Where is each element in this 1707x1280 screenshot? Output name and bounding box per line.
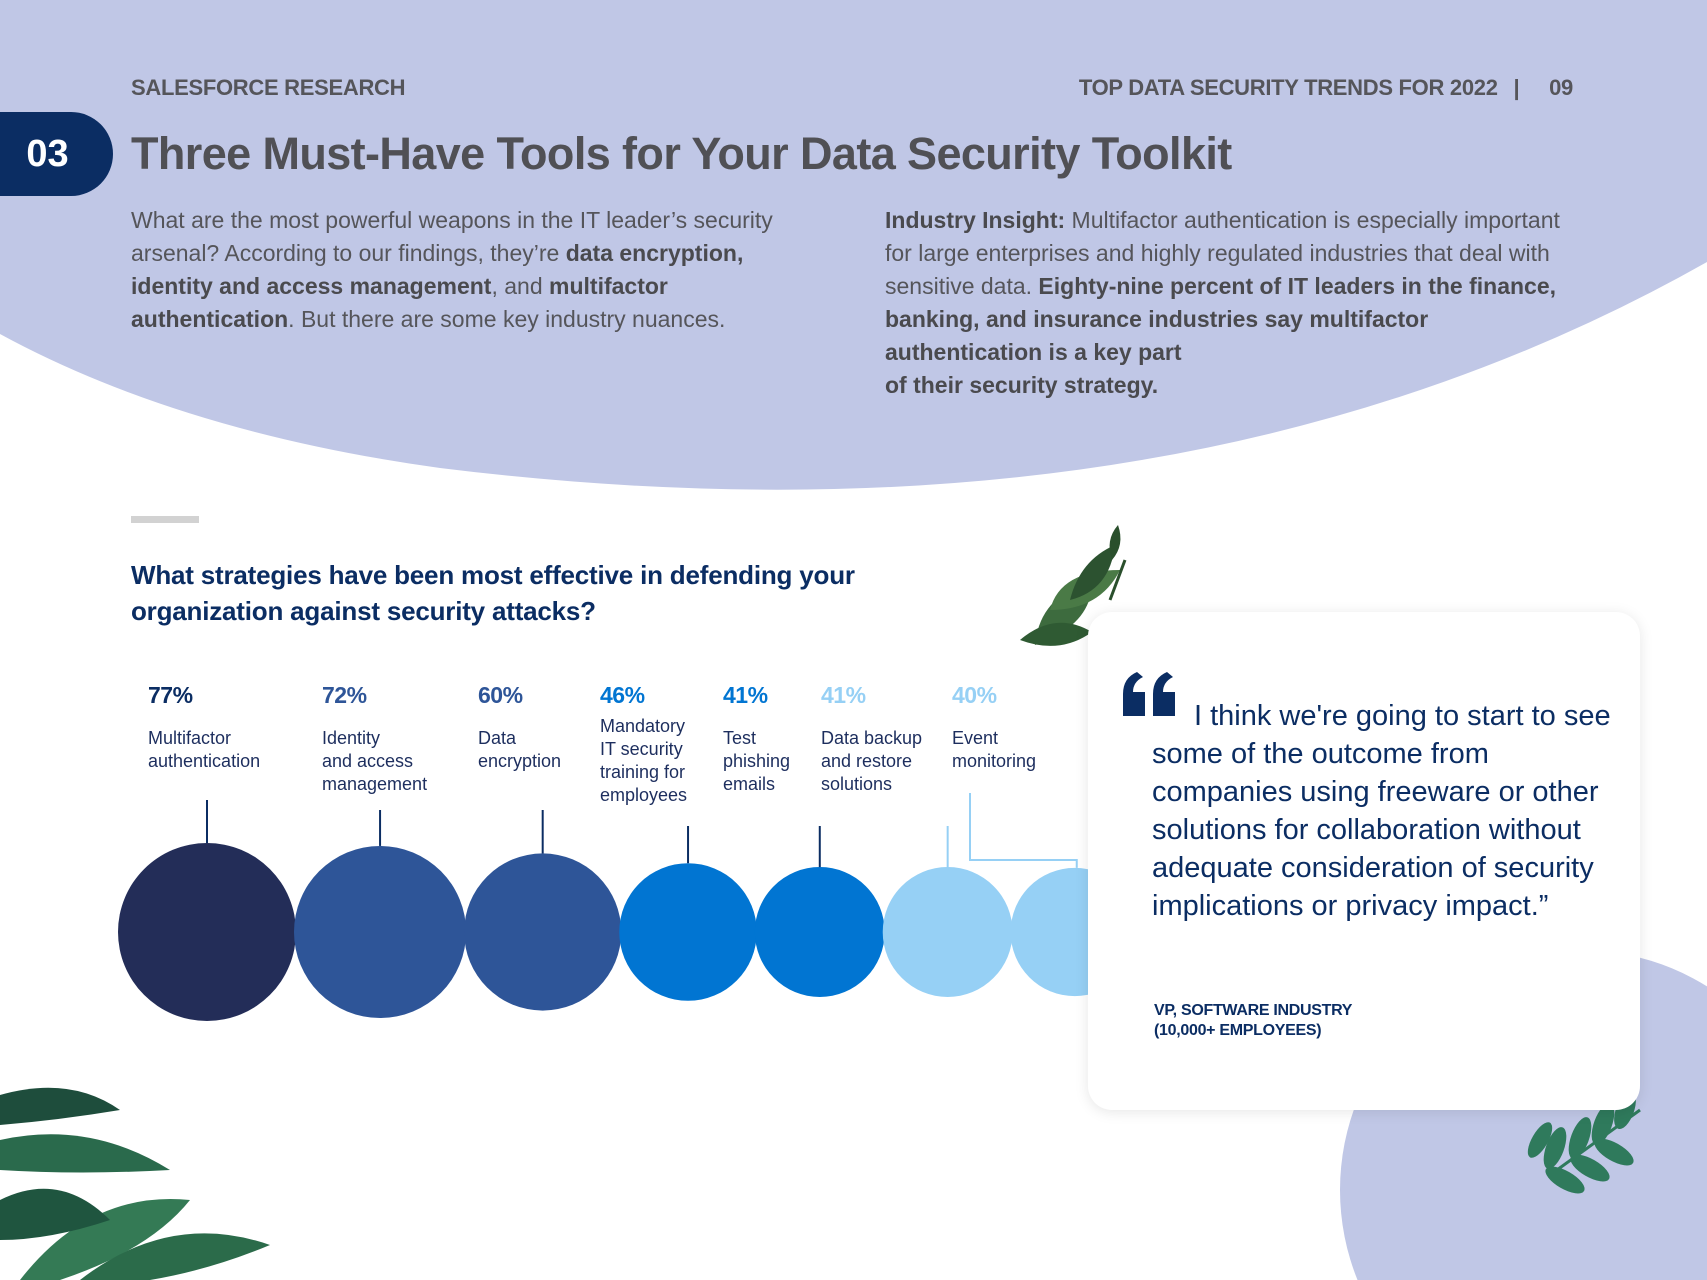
category-label-line: management	[322, 774, 428, 794]
category-label-line: encryption	[478, 751, 562, 771]
category-label-line: IT security	[600, 739, 683, 759]
category-label-line: and restore	[821, 751, 913, 771]
value-label-data-backup-and-restore-solutions: 41%	[821, 682, 866, 708]
category-label-line: authentication	[148, 751, 261, 771]
bubble-chart	[118, 793, 1139, 1021]
quote-card	[1088, 612, 1640, 1110]
category-label-data-backup-and-restore-solutions	[821, 727, 922, 796]
category-label-mandatory-it-security-training-for-employees	[600, 715, 687, 807]
category-label-event-monitoring	[952, 727, 1036, 773]
bubble-test-phishing-emails	[755, 867, 885, 997]
category-label-line: Multifactor	[148, 728, 232, 748]
category-label-line: monitoring	[952, 751, 1037, 771]
category-label-line: Data	[478, 728, 517, 748]
category-label-line: emails	[723, 774, 776, 794]
category-label-line: training for	[600, 762, 686, 782]
intro-bold-2: multifactor authentication	[131, 273, 668, 332]
section-number-badge: 03	[0, 112, 113, 196]
section-divider	[131, 516, 199, 523]
category-label-line: Mandatory	[600, 716, 686, 736]
bubble-multifactor-authentication	[118, 843, 296, 1021]
value-label-mandatory-it-security-training-for-employees: 46%	[600, 682, 645, 708]
category-label-test-phishing-emails	[723, 727, 790, 796]
insight-bold-2: of their security strategy.	[885, 372, 1159, 398]
category-label-line: employees	[600, 785, 688, 805]
intro-bold-1: data encryption, identity and access management	[131, 240, 744, 299]
value-label-identity-and-access-management: 72%	[322, 682, 367, 708]
value-label-multifactor-authentication: 77%	[148, 682, 193, 708]
category-label-line: Test	[723, 728, 757, 748]
attribution-company-size: (10,000+ EMPLOYEES)	[1154, 1022, 1322, 1039]
header-separator: |	[1513, 75, 1520, 100]
category-label-data-encryption	[478, 727, 561, 773]
value-label-data-encryption: 60%	[478, 682, 523, 708]
leader-line-event-monitoring	[970, 793, 1077, 868]
industry-insight	[885, 204, 1575, 402]
category-label-line: Data backup	[821, 728, 923, 748]
bubble-mandatory-it-security-training-for-employees	[619, 863, 757, 1001]
intro-text-2: , and	[491, 273, 550, 299]
report-title	[1079, 75, 1573, 101]
page-number: 09	[1549, 75, 1573, 100]
quote-body: I think we're going to start to see some of the outcome from companies using freeware or other solutions for collaboration without adequate consideration of security implications or privacy impact.”	[1152, 700, 1611, 922]
intro-paragraph	[131, 204, 821, 336]
insight-label: Industry Insight:	[885, 207, 1066, 233]
page-title: Three Must-Have Tools for Your Data Security Toolkit	[131, 128, 1232, 179]
report-title-text: TOP DATA SECURITY TRENDS FOR 2022	[1078, 75, 1498, 100]
category-label-identity-and-access-management	[322, 727, 427, 796]
palm-bottom-left	[0, 1088, 270, 1280]
insight-text: Multifactor authentication is especially important for large enterprises and highly regulated industries that deal with sensitive data.	[885, 207, 1560, 299]
chart-question: What strategies have been most effective in defending your organization against security attacks?	[131, 560, 855, 626]
category-label-line: phishing	[723, 751, 791, 771]
category-label-line: Event	[952, 728, 999, 748]
intro-text-1: What are the most powerful weapons in the IT leader’s security arsenal? According to our findings, they’re	[131, 207, 773, 266]
quote-text	[1152, 697, 1622, 925]
value-label-event-monitoring: 40%	[952, 682, 997, 708]
category-label-line: Identity	[322, 728, 381, 748]
bubble-data-encryption	[464, 853, 621, 1010]
category-label-line: solutions	[821, 774, 893, 794]
category-label-line: and access	[322, 751, 414, 771]
category-label-multifactor-authentication	[148, 727, 260, 773]
value-label-test-phishing-emails: 41%	[723, 682, 768, 708]
bubble-data-backup-and-restore-solutions	[883, 867, 1013, 997]
insight-bold-1: Eighty-nine percent of IT leaders in the finance, banking, and insurance industries say multifactor authentication is a key part	[885, 273, 1557, 365]
intro-text-3: . But there are some key industry nuances.	[288, 306, 726, 332]
bubble-identity-and-access-management	[294, 846, 466, 1018]
attribution-role: VP, SOFTWARE INDUSTRY	[1154, 1002, 1353, 1019]
quote-attribution	[1154, 1001, 1352, 1041]
brand-label: SALESFORCE RESEARCH	[131, 75, 406, 100]
